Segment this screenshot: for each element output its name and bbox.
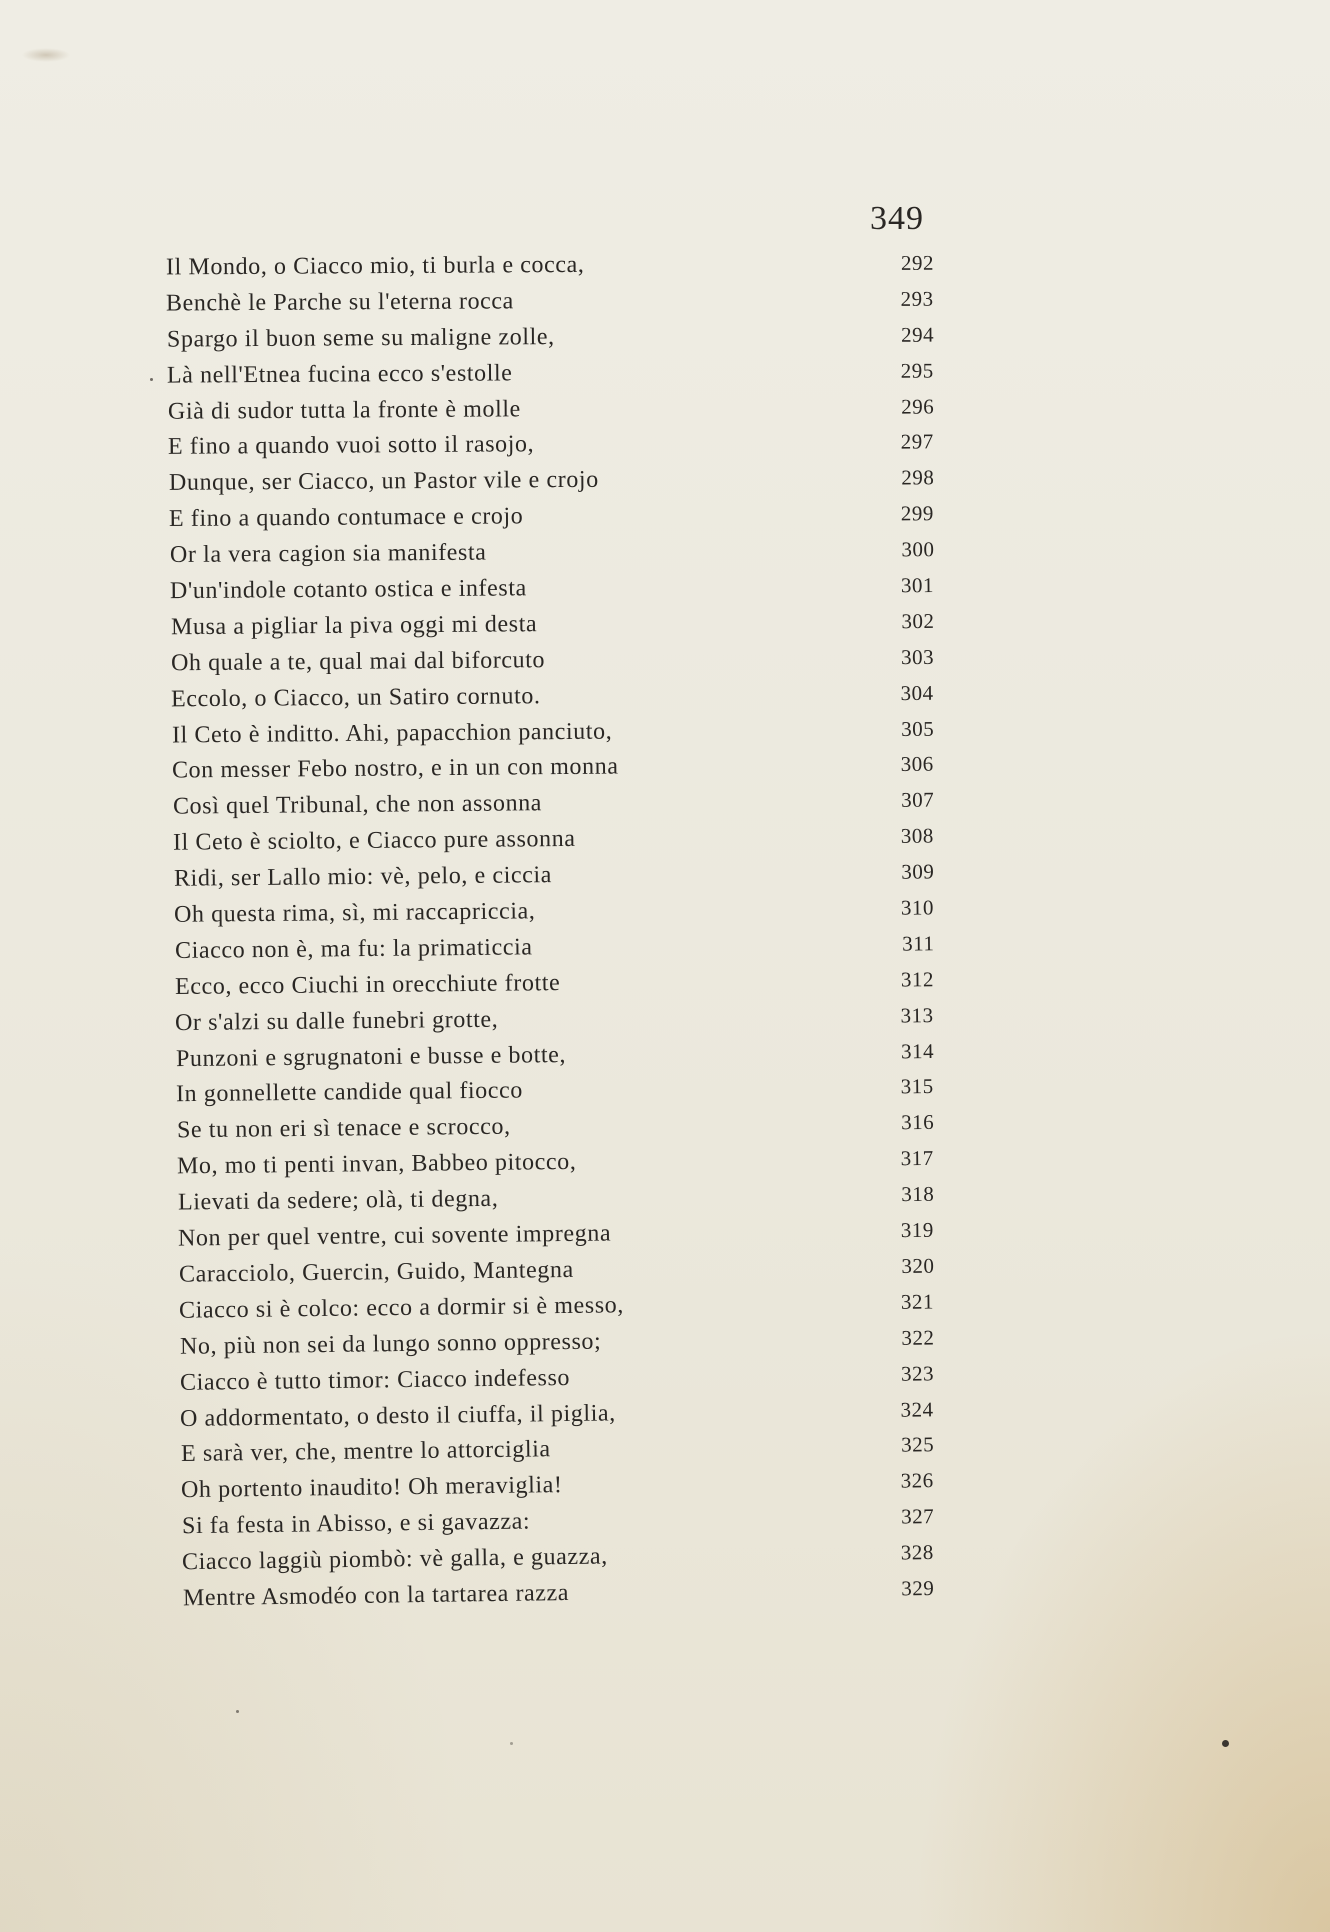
verse-text: Là nell'Etnea fucina ecco s'estolle [167, 360, 513, 389]
verse-text: Ciacco si è colco: ecco a dormir si è messo, [178, 1292, 625, 1324]
verse-number: 313 [900, 1002, 935, 1028]
verse-line [171, 675, 956, 718]
verse-number: 309 [900, 859, 935, 884]
verse-line [170, 604, 956, 646]
verse-text: Musa a pigliar la piva oggi mi desta [170, 611, 537, 641]
verse-number: 327 [900, 1504, 935, 1529]
verse-number: 315 [900, 1074, 935, 1099]
verse-text: Si fa festa in Abisso, e si gavazza: [181, 1508, 531, 1540]
verse-number: 320 [900, 1253, 935, 1278]
verse-line [167, 317, 956, 358]
verse-number: 314 [900, 1038, 935, 1064]
verse-number: 299 [900, 501, 935, 526]
verse-text: E fino a quando contumace e crojo [169, 503, 524, 533]
page-number: 349 [870, 200, 924, 237]
verse-text: Il Ceto è sciolto, e Ciacco pure assonna [173, 826, 576, 856]
verse-number: 300 [900, 537, 935, 562]
verse-number: 311 [901, 931, 935, 956]
verse-number: 328 [900, 1540, 935, 1565]
verse-list [166, 248, 956, 1612]
verse-text: Punzoni e sgrugnatoni e busse e botte, [175, 1041, 567, 1072]
verse-text: Ciacco laggiù piombò: vè galla, e guazza, [182, 1543, 609, 1576]
verse-line [167, 353, 956, 394]
verse-line [170, 568, 956, 610]
verse-text: Oh quale a te, qual mai dal biforcuto [170, 646, 546, 677]
verse-number: 318 [900, 1181, 935, 1207]
verse-text: Ciacco non è, ma fu: la primaticcia [174, 934, 533, 964]
verse-text: Mentre Asmodéo con la tartarea razza [182, 1579, 569, 1612]
verse-text: Ciacco è tutto timor: Ciacco indefesso [179, 1364, 571, 1396]
verse-number: 293 [900, 286, 935, 311]
verse-number: 292 [900, 250, 935, 275]
verse-text: E fino a quando vuoi sotto il rasojo, [168, 431, 535, 461]
verse-number: 323 [900, 1360, 935, 1386]
verse-number: 317 [900, 1146, 935, 1171]
verse-number: 312 [900, 967, 935, 992]
verse-text: Il Mondo, o Ciacco mio, ti burla e cocca, [165, 251, 585, 281]
verse-text: Mo, mo ti penti invan, Babbeo pitocco, [177, 1149, 577, 1180]
verse-number: 294 [900, 322, 935, 347]
verse-number: 316 [900, 1110, 935, 1135]
verse-text: Spargo il buon seme su maligne zolle, [166, 323, 555, 353]
verse-line [168, 425, 956, 467]
paper-speck [236, 1710, 239, 1713]
verse-text: Or s'alzi su dalle funebri grotte, [175, 1006, 499, 1036]
verse-number: 305 [900, 716, 935, 741]
verse-text: O addormentato, o desto il ciuffa, il piglia, [180, 1399, 617, 1432]
verse-text: Dunque, ser Ciacco, un Pastor vile e crojo [168, 467, 599, 497]
verse-number: 295 [900, 358, 935, 383]
verse-text: E sarà ver, che, mentre lo attorciglia [180, 1436, 551, 1468]
verse-number: 310 [900, 895, 935, 920]
verse-number: 329 [900, 1575, 935, 1601]
verse-number: 308 [900, 823, 935, 849]
verse-number: 306 [900, 752, 935, 777]
verse-number: 297 [900, 429, 935, 455]
verse-number: 303 [900, 644, 935, 669]
verse-text: Or la vera cagion sia manifesta [169, 539, 487, 569]
verse-text: Lievati da sedere; olà, ti degna, [177, 1185, 499, 1216]
verse-number: 326 [900, 1468, 935, 1493]
verse-number: 324 [900, 1396, 935, 1422]
verse-number: 307 [900, 787, 935, 813]
verse-line [169, 532, 956, 574]
verse-text: Benchè le Parche su l'eterna rocca [166, 288, 515, 317]
verse-text: Ridi, ser Lallo mio: vè, pelo, e ciccia [173, 862, 552, 892]
verse-line [166, 281, 956, 322]
verse-text: In gonnellette candide qual fiocco [176, 1077, 524, 1108]
ink-smudge [22, 48, 70, 62]
verse-line [171, 639, 956, 681]
verse-text: D'un'indole cotanto ostica e infesta [169, 575, 527, 605]
verse-number: 298 [900, 465, 935, 490]
verse-number: 325 [900, 1432, 935, 1458]
verse-number: 301 [900, 573, 935, 598]
paper-speck [1222, 1740, 1229, 1747]
verse-line [166, 246, 956, 287]
verse-number: 304 [900, 680, 935, 705]
verse-line [168, 389, 956, 430]
verse-number: 296 [900, 393, 935, 419]
verse-text: Così quel Tribunal, che non assonna [172, 790, 542, 820]
verse-text: Con messer Febo nostro, e in un con monna [172, 753, 619, 785]
verse-text: Se tu non eri sì tenace e scrocco, [176, 1113, 511, 1144]
verse-number: 302 [900, 608, 935, 634]
verse-line [169, 496, 956, 538]
verse-number: 322 [900, 1325, 935, 1350]
verse-number: 319 [900, 1217, 935, 1243]
paper-speck [510, 1742, 513, 1745]
verse-line [169, 460, 957, 502]
verse-text: Caracciolo, Guercin, Guido, Mantegna [178, 1256, 574, 1288]
verse-text: No, più non sei da lungo sonno oppresso; [179, 1328, 601, 1360]
verse-text: Non per quel ventre, cui sovente impregna [178, 1220, 612, 1252]
paper-speck [150, 378, 153, 381]
verse-text: Eccolo, o Ciacco, un Satiro cornuto. [171, 682, 542, 713]
verse-text: Il Ceto è inditto. Ahi, papacchion panciuto, [171, 718, 613, 749]
verse-text: Oh questa rima, sì, mi raccapriccia, [173, 898, 536, 928]
verse-text: Ecco, ecco Ciuchi in orecchiute frotte [174, 969, 561, 1000]
verse-number: 321 [900, 1289, 935, 1314]
verse-text: Già di sudor tutta la fronte è molle [167, 395, 521, 425]
verse-text: Oh portento inaudito! Oh meraviglia! [181, 1472, 563, 1504]
